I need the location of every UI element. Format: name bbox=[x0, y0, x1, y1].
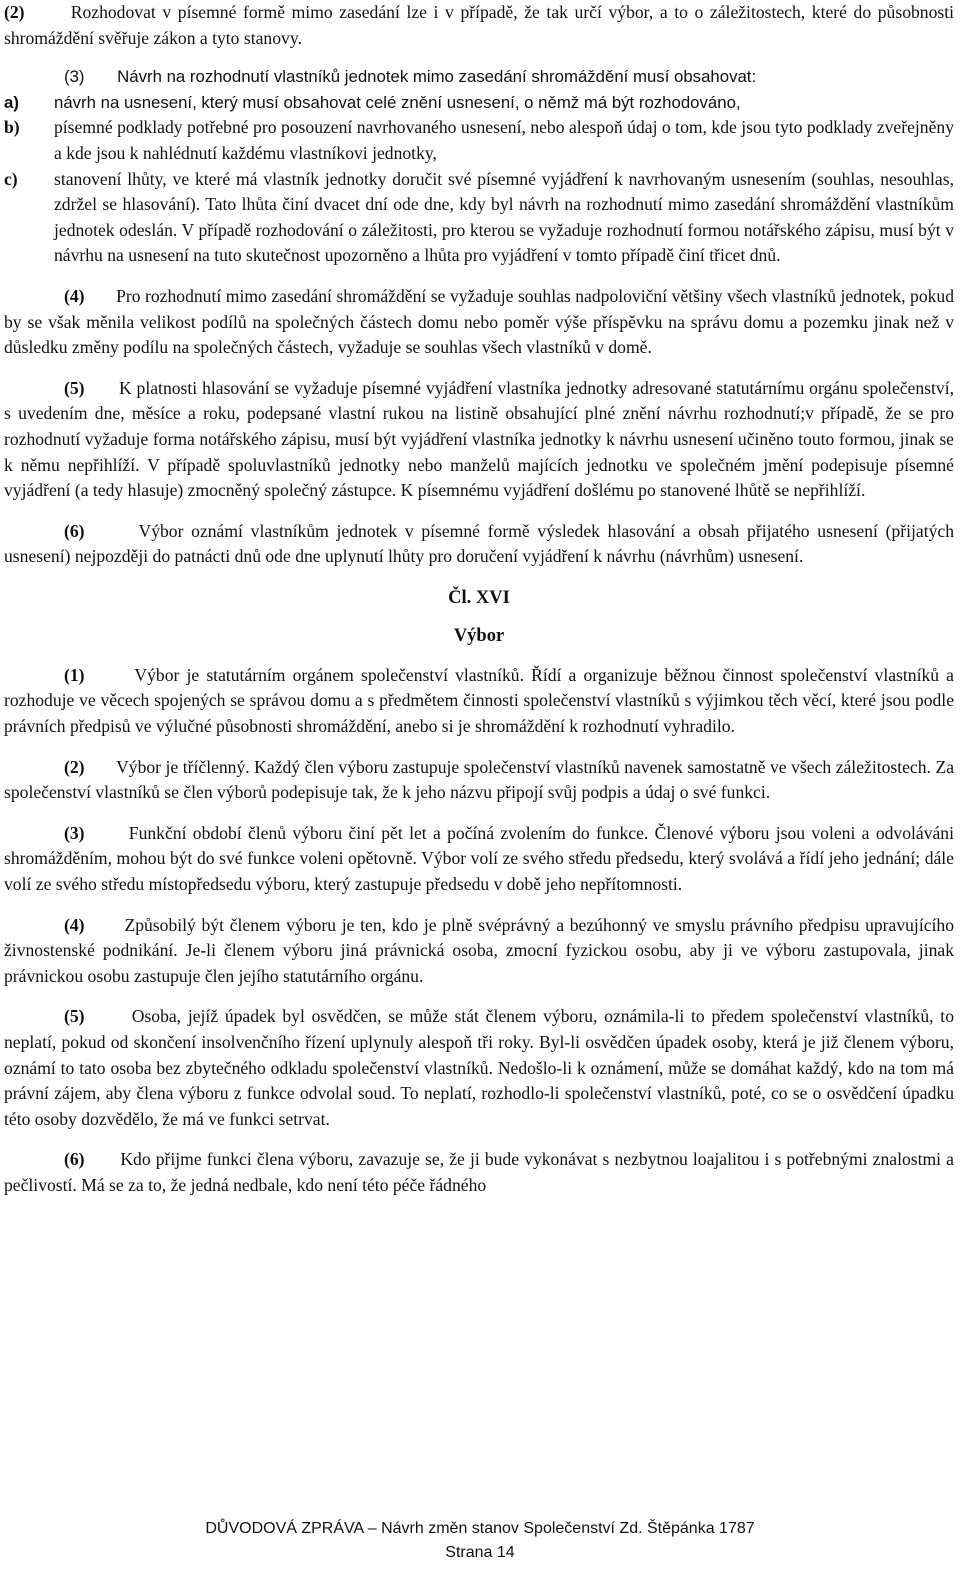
article-paragraph-1 bbox=[4, 663, 954, 740]
paragraph-text: Návrh na rozhodnutí vlastníků jednotek mimo zasedání shromáždění musí obsahovat: bbox=[117, 67, 757, 87]
paragraph-text: K platnosti hlasování se vyžaduje písemné vyjádření vlastníka jednotky adresované statutárnímu orgánu společenství, s uvedením dne, měsíce a roku, podepsané vlastní rukou na listině obsahující plné znění návrhu rozhodnutí;v případě, že se pro rozhodnutí vyžaduje forma notářského zápisu, musí být vyjádření vlastníka jednotky k návrhu usnesení učiněno touto formou, jinak se k němu nepřihlíží. V případě spoluvlastníků jednotky nebo manželů majících jednotku ve společném jmění podepisuje písemné vyjádření (a tedy hlasuje) zmocněný společný zástupce. K písemnému vyjádření došlému po stanovené lhůtě se nepřihlíží. bbox=[4, 377, 954, 501]
list-label: b) bbox=[4, 117, 20, 138]
list-text: návrh na usnesení, který musí obsahovat celé znění usnesení, o němž má být rozhodováno, bbox=[54, 92, 741, 112]
paragraph-3 bbox=[4, 64, 954, 90]
paragraph-number: (4) bbox=[64, 914, 85, 935]
footer bbox=[0, 1518, 960, 1564]
paragraph-text: Osoba, jejíž úpadek byl osvědčen, se může stát členem výboru, oznámila-li to předem společenství vlastníků, to neplatí, pokud od skončení insolvenčního řízení uplynuly alespoň tři roky. Byl-li osvědčen úpadek osoby, která je již členem výboru, oznámí to tato osoba bez zbytečného odkladu společenství vlastníků. Nedošlo-li k oznámení, může se domáhat každý, kdo na tom má právní zájem, aby člena výboru z funkce odvolal soud. To neplatí, rozhodlo-li společenství vlastníků, poté, co se o osvědčení úpadku této osoby dozvědělo, že má ve funkci setrvat. bbox=[4, 1006, 954, 1129]
list-item-b bbox=[4, 115, 954, 166]
paragraph-number: (4) bbox=[64, 285, 85, 306]
list-label: a) bbox=[4, 92, 19, 112]
paragraph-text: Výbor je tříčlenný. Každý člen výboru zastupuje společenství vlastníků navenek samostatně ve všech záležitostech. Za společenství vlastníků se člen výborů podepisuje tak, že k jeho názvu připojí svůj podpis a údaj o své funkci. bbox=[4, 756, 954, 803]
paragraph-number: (2) bbox=[4, 2, 25, 22]
article-paragraph-6 bbox=[4, 1147, 954, 1198]
paragraph-text: Funkční období členů výboru činí pět let a počíná zvolením do funkce. Členové výboru jsou voleni a odvoláváni shromážděním, mohou být do své funkce voleni opětovně. Výbor volí ze svého středu předsedu, který svolává a řídí jeho jednání; dále volí ze svého středu místopředsedu výboru, který zastupuje předsedu v době jeho nepřítomnosti. bbox=[4, 822, 954, 895]
article-title: Výbor bbox=[453, 625, 505, 646]
paragraph-number: (3) bbox=[64, 822, 85, 843]
paragraph-number: (6) bbox=[64, 1149, 85, 1170]
document-page bbox=[4, 0, 954, 1199]
paragraph-text: Výbor oznámí vlastníkům jednotek v písemné formě výsledek hlasování a obsah přijatého usnesení (přijatých usnesení) nejpozději do patnácti dnů ode dne uplynutí lhůty pro doručení vyjádření k návrhu (návrhům) usnesení. bbox=[4, 520, 954, 567]
article-paragraph-3 bbox=[4, 821, 954, 898]
footer-page-number: Strana 14 bbox=[445, 1544, 515, 1561]
paragraph-number: (1) bbox=[64, 664, 85, 685]
article-paragraph-2 bbox=[4, 755, 954, 806]
paragraph-number: (5) bbox=[64, 1006, 85, 1027]
list-text: písemné podklady potřebné pro posouzení navrhovaného usnesení, nebo alespoň údaj o tom, kde jsou tyto podklady zveřejněny a kde jsou k nahlédnutí každému vlastníkovi jednotky, bbox=[54, 117, 954, 163]
article-paragraph-4 bbox=[4, 913, 954, 990]
list-item-a bbox=[4, 90, 954, 116]
list-item-c bbox=[4, 167, 954, 269]
paragraph-text: Výbor je statutárním orgánem společenství vlastníků. Řídí a organizuje běžnou činnost společenství vlastníků a rozhoduje ve věcech spojených se správou domu a s předmětem činnosti společenství vlastníků s výjimkou těch věcí, které jsou podle právních předpisů ve výlučné působnosti shromáždění, anebo si je shromáždění k rozhodnutí vyhradilo. bbox=[4, 664, 954, 737]
paragraph-number: (2) bbox=[64, 756, 85, 777]
paragraph-text: Pro rozhodnutí mimo zasedání shromáždění se vyžaduje souhlas nadpoloviční většiny všech vlastníků jednotek, pokud by se však měnila velikost podílů na společných částech domu nebo poměr výše příspěvku na správu domu a pozemku jinak než v důsledku změny podílu na společných částech, vyžaduje se souhlas všech vlastníků v domě. bbox=[4, 285, 955, 358]
paragraph-text: Způsobilý být členem výboru je ten, kdo je plně svéprávný a bezúhonný ve smyslu právního předpisu upravujícího živnostenské podnikání. Je-li členem výboru jiná právnická osoba, zmocní fyzickou osobu, aby ji ve výboru zastupovala, jinak právnickou osobu zastupuje člen jejího statutárního orgánu. bbox=[4, 914, 954, 986]
list-label: c) bbox=[4, 168, 18, 189]
article-number: Čl. XVI bbox=[448, 587, 510, 608]
paragraph-4 bbox=[4, 284, 954, 361]
paragraph-text: Rozhodovat v písemné formě mimo zasedání lze i v případě, že tak určí výbor, a to o záležitostech, které do působnosti shromáždění svěřuje zákon a tyto stanovy. bbox=[4, 2, 954, 48]
paragraph-5 bbox=[4, 376, 954, 504]
paragraph-6 bbox=[4, 519, 954, 570]
article-paragraph-5 bbox=[4, 1004, 954, 1132]
list-text: stanovení lhůty, ve které má vlastník jednotky doručit své písemné vyjádření k navrhovaným usnesením (souhlas, nesouhlas, zdržel se hlasování). Tato lhůta činí dvacet dní ode dne, kdy byl návrh na rozhodnutí mimo zasedání shromáždění vlastníkům jednotek odeslán. V případě rozhodování o záležitosti, pro kterou se vyžaduje rozhodnutí formou notářského zápisu, musí být v návrhu na usnesení na tuto skutečnost upozorněno a lhůta pro vyjádření v tomto případě činí třicet dnů. bbox=[54, 168, 954, 266]
paragraph-number: (6) bbox=[64, 520, 85, 541]
paragraph-number: (5) bbox=[64, 377, 85, 398]
paragraph-number: (3) bbox=[64, 67, 85, 87]
footer-title: DŮVODOVÁ ZPRÁVA – Návrh změn stanov Společenství Zd. Štěpánka 1787 bbox=[205, 1520, 755, 1537]
paragraph-2 bbox=[4, 0, 954, 51]
paragraph-text: Kdo přijme funkci člena výboru, zavazuje se, že ji bude vykonávat s nezbytnou loajalitou i s potřebnými znalostmi a pečlivostí. Má se za to, že jedná nedbale, kdo není této péče řádného bbox=[4, 1149, 954, 1195]
